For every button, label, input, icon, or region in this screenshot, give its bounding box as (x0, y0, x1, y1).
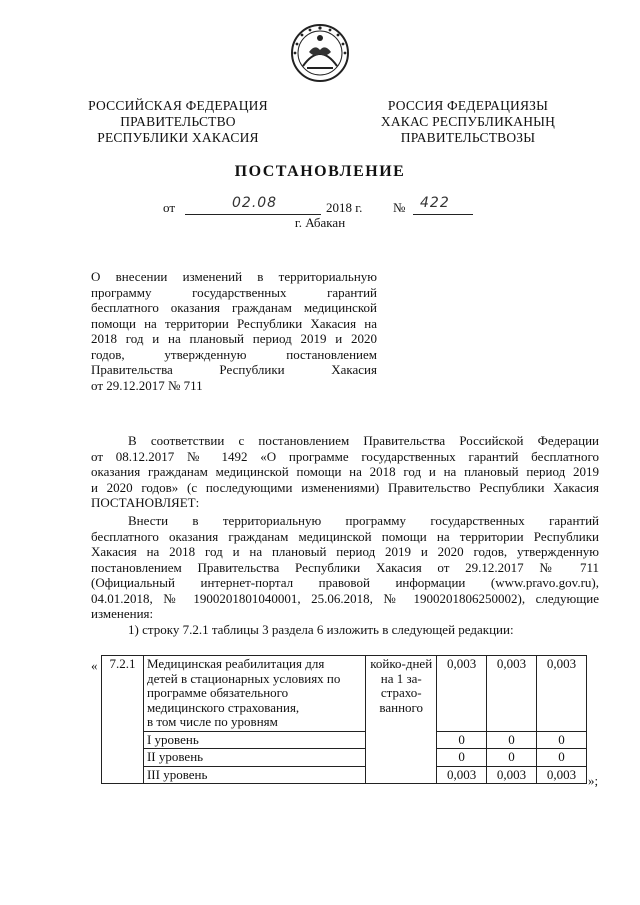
table-row (102, 766, 587, 784)
header-left-line: ПРАВИТЕЛЬСТВО (120, 114, 236, 129)
city-label: г. Абакан (294, 215, 346, 230)
open-quote: « (91, 658, 98, 673)
header-left (78, 98, 278, 146)
value-cell: 0 (487, 731, 537, 749)
unit-line: страхо- (380, 685, 422, 700)
value-cell: 0,003 (487, 766, 537, 784)
value-cell: 0,003 (537, 766, 587, 784)
row-description (143, 656, 365, 732)
body-line: Внести в территориальную программу государственных гарантий (128, 513, 599, 528)
subject-line: помощи на территории Республики Хакасия на (91, 315, 377, 331)
preamble-line: и 2020 годов» (с последующими изменениями) Правительство Республики Хакасия (91, 479, 599, 495)
subject-line: О внесении изменений в территориальную (91, 269, 377, 284)
preamble-line: от 08.12.2017 № 1492 «О программе государственных гарантий бесплатного (91, 448, 599, 464)
number-label: № (393, 200, 406, 215)
value-cell: 0,003 (537, 656, 587, 732)
value-cell: 0,003 (487, 656, 537, 732)
decree-word: ПОСТАНОВЛЯЕТ: (91, 495, 200, 510)
level-label: I уровень (143, 731, 365, 749)
body-text (91, 513, 599, 637)
unit-line: койко-дней (370, 656, 433, 671)
header-right-line: РОССИЯ ФЕДЕРАЦИЯЗЫ (387, 98, 549, 113)
preamble-line: оказания гражданам медицинской помощи на 2018 год и на плановый период 2019 (91, 464, 599, 479)
date-year: 2018 г. (326, 200, 363, 215)
body-line: постановлением Правительства Республики Хакасия от 29.12.2017 № 711 (91, 559, 599, 575)
coat-of-arms-emblem (289, 22, 351, 84)
subject-block (91, 269, 377, 393)
description-line: детей в стационарных условиях по (146, 670, 341, 686)
value-cell: 0 (437, 749, 487, 767)
date-prefix: от (163, 200, 176, 215)
value-cell: 0,003 (437, 766, 487, 784)
unit-line: ванного (379, 699, 424, 715)
body-line: (Официальный интернет-портал правовой информации (www.pravo.gov.ru), (91, 575, 599, 590)
handwritten-date: 02.08 (232, 195, 278, 211)
header-left-line: РОССИЙСКАЯ ФЕДЕРАЦИЯ (88, 98, 268, 113)
value-cell: 0,003 (437, 656, 487, 732)
header-right-line: ХАКАС РЕСПУБЛИКАНЫҢ (380, 114, 556, 129)
header-right-line: ПРАВИТЕЛЬСТВОЗЫ (400, 130, 536, 145)
body-line: 04.01.2018, № 1900201801040001, 25.06.2018, № 1900201806250002), следующие (91, 590, 599, 606)
level-label: III уровень (143, 766, 365, 784)
subject-line: от 29.12.2017 № 711 (91, 377, 203, 393)
subject-line: Правительства Республики Хакасия (91, 362, 377, 377)
subject-line: годов, утвержденную постановлением (91, 346, 377, 362)
preamble (91, 433, 599, 511)
subject-line: 2018 год и на плановый период 2019 и 2020 (91, 331, 377, 346)
unit-cell (366, 656, 437, 784)
unit-line: на 1 за- (380, 670, 422, 686)
subject-line: бесплатного оказания гражданам медицинской (91, 300, 377, 315)
description-line: в том числе по уровням (146, 714, 278, 729)
preamble-line: В соответствии с постановлением Правительства Российской Федерации (128, 433, 599, 448)
table-row (102, 749, 587, 767)
header-left-line: РЕСПУБЛИКИ ХАКАСИЯ (97, 130, 259, 145)
amendment-table (101, 655, 587, 784)
level-label: II уровень (143, 749, 365, 767)
subject-line: программу государственных гарантий (91, 284, 377, 300)
close-quote: »; (588, 773, 599, 788)
description-line: программе обязательного (146, 685, 289, 700)
header-right (368, 98, 568, 146)
value-cell: 0 (437, 731, 487, 749)
value-cell: 0 (487, 749, 537, 767)
item-1: 1) строку 7.2.1 таблицы 3 раздела 6 изложить в следующей редакции: (128, 621, 514, 637)
table-row (102, 731, 587, 749)
value-cell: 0 (537, 731, 587, 749)
body-line: Хакасия на 2018 год и на плановый период 2019 и 2020 годов, утвержденную (91, 544, 599, 559)
row-code: 7.2.1 (102, 656, 144, 784)
table-row (102, 656, 587, 732)
value-cell: 0 (537, 749, 587, 767)
body-line: изменения: (91, 606, 154, 621)
body-line: бесплатного оказания гражданам медицинской помощи на территории Республики (91, 528, 599, 544)
handwritten-number: 422 (420, 195, 450, 211)
description-line: Медицинская реабилитация для (146, 656, 325, 671)
description-line: медицинского страхования, (146, 699, 300, 715)
document-title: ПОСТАНОВЛЕНИЕ (234, 163, 406, 180)
